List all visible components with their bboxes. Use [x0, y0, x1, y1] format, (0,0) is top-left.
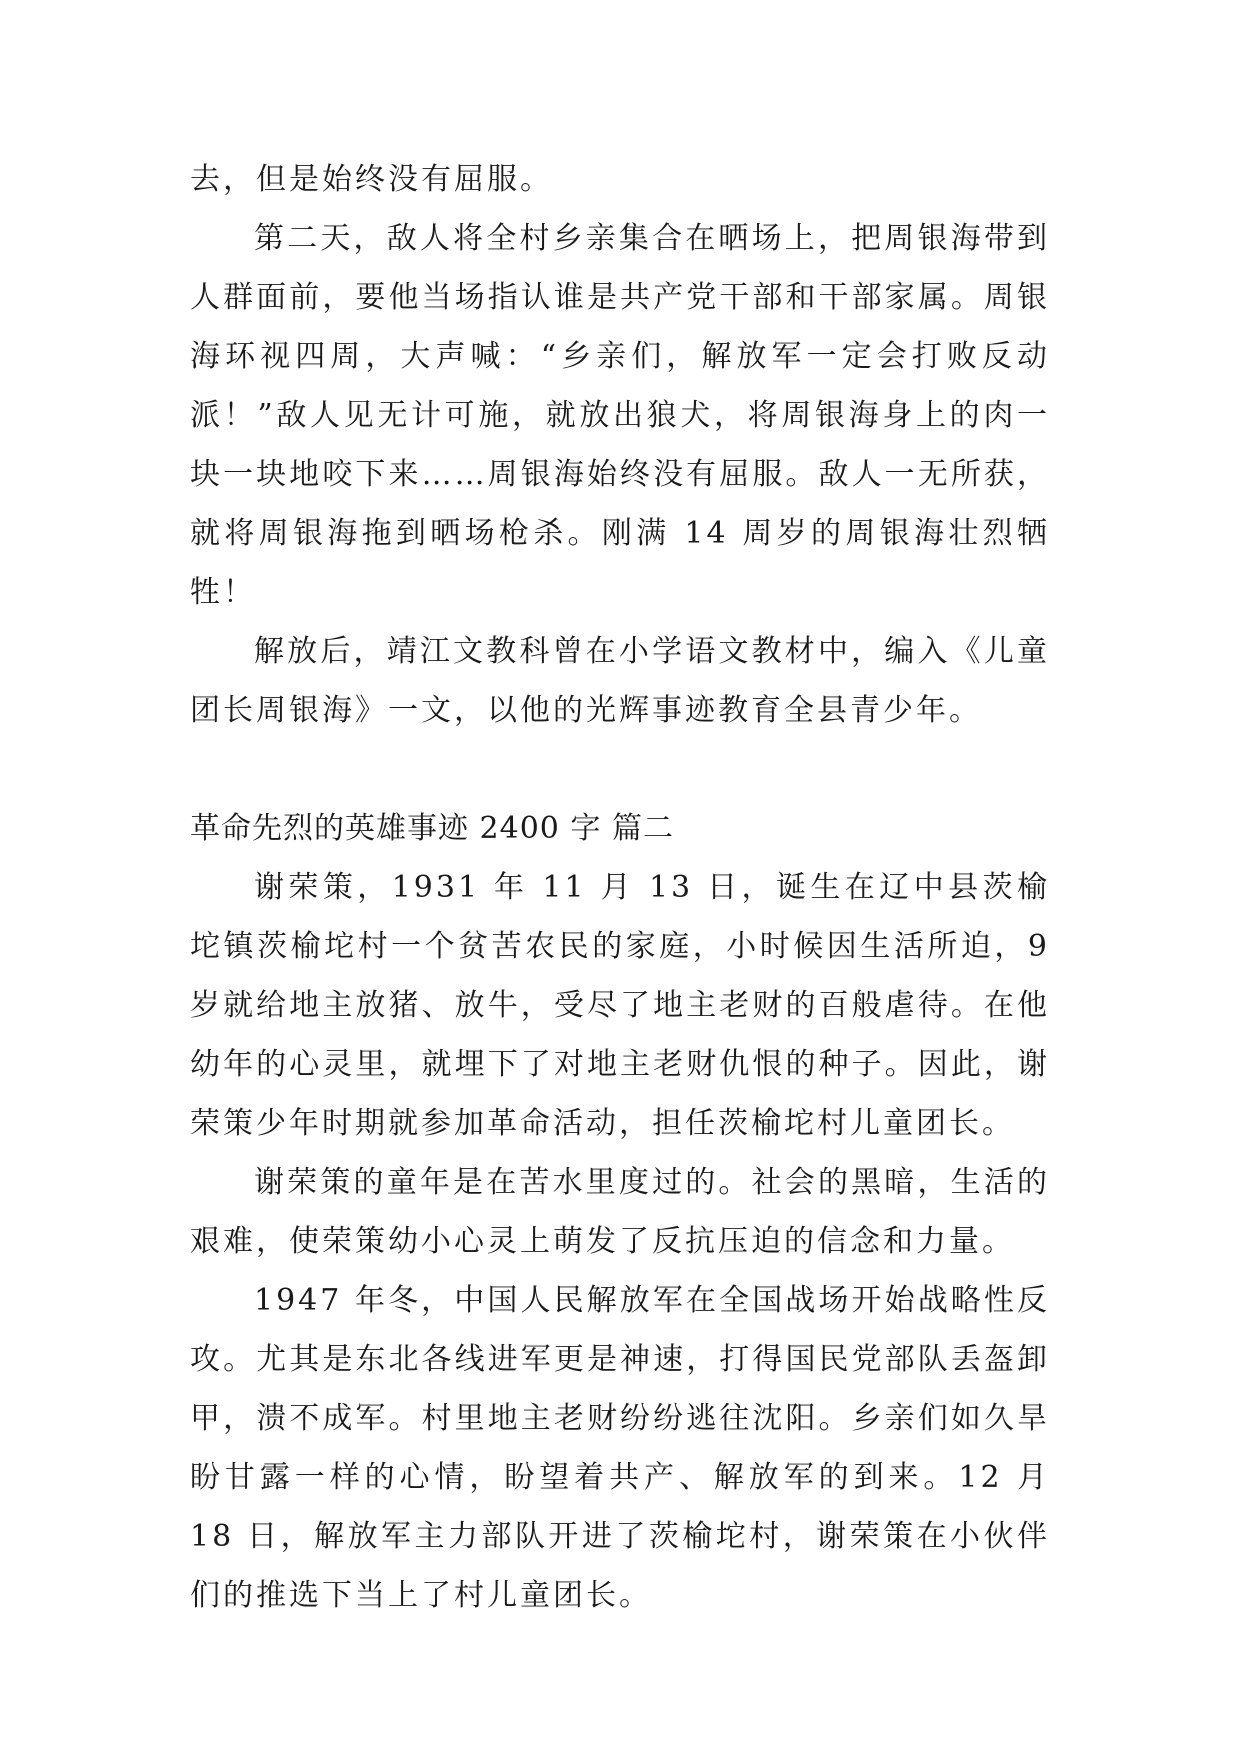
paragraph: 谢荣策的童年是在苦水里度过的。社会的黑暗，生活的艰难，使荣策幼小心灵上萌发了反抗压迫的信念和力量。: [190, 1165, 1050, 1259]
section-heading: 革命先烈的英雄事迹 2400 字 篇二: [190, 811, 674, 846]
paragraph: 谢荣策，1931 年 11 月 13 日，诞生在辽中县茨榆坨镇茨榆坨村一个贫苦农民的家庭，小时候因生活所迫，9 岁就给地主放猪、放牛，受尽了地主老财的百般虐待。在他幼年的心灵里，就埋下了对地主老财仇恨的种子。因此，谢荣策少年时期就参加革命活动，担任茨榆坨村儿童团长。: [190, 870, 1050, 1141]
document-body: [190, 150, 1050, 1625]
paragraph: 1947 年冬，中国人民解放军在全国战场开始战略性反攻。尤其是东北各线进军更是神速，打得国民党部队丢盔卸甲，溃不成军。村里地主老财纷纷逃往沈阳。乡亲们如久旱盼甘露一样的心情，盼望着共产、解放军的到来。12 月 18 日，解放军主力部队开进了茨榆坨村，谢荣策在小伙伴们的推选下当上了村儿童团长。: [190, 1283, 1050, 1613]
paragraph: 第二天，敌人将全村乡亲集合在晒场上，把周银海带到人群面前，要他当场指认谁是共产党干部和干部家属。周银海环视四周，大声喊：“乡亲们，解放军一定会打败反动派！”敌人见无计可施，就放出狼犬，将周银海身上的肉一块一块地咬下来……周银海始终没有屈服。敌人一无所获，就将周银海拖到晒场枪杀。刚满 14 周岁的周银海壮烈牺牲！: [190, 221, 1050, 610]
paragraph-continuation: 去，但是始终没有屈服。: [190, 162, 553, 197]
paragraph: 解放后，靖江文教科曾在小学语文教材中，编入《儿童团长周银海》一文，以他的光辉事迹教育全县青少年。: [190, 634, 1050, 728]
